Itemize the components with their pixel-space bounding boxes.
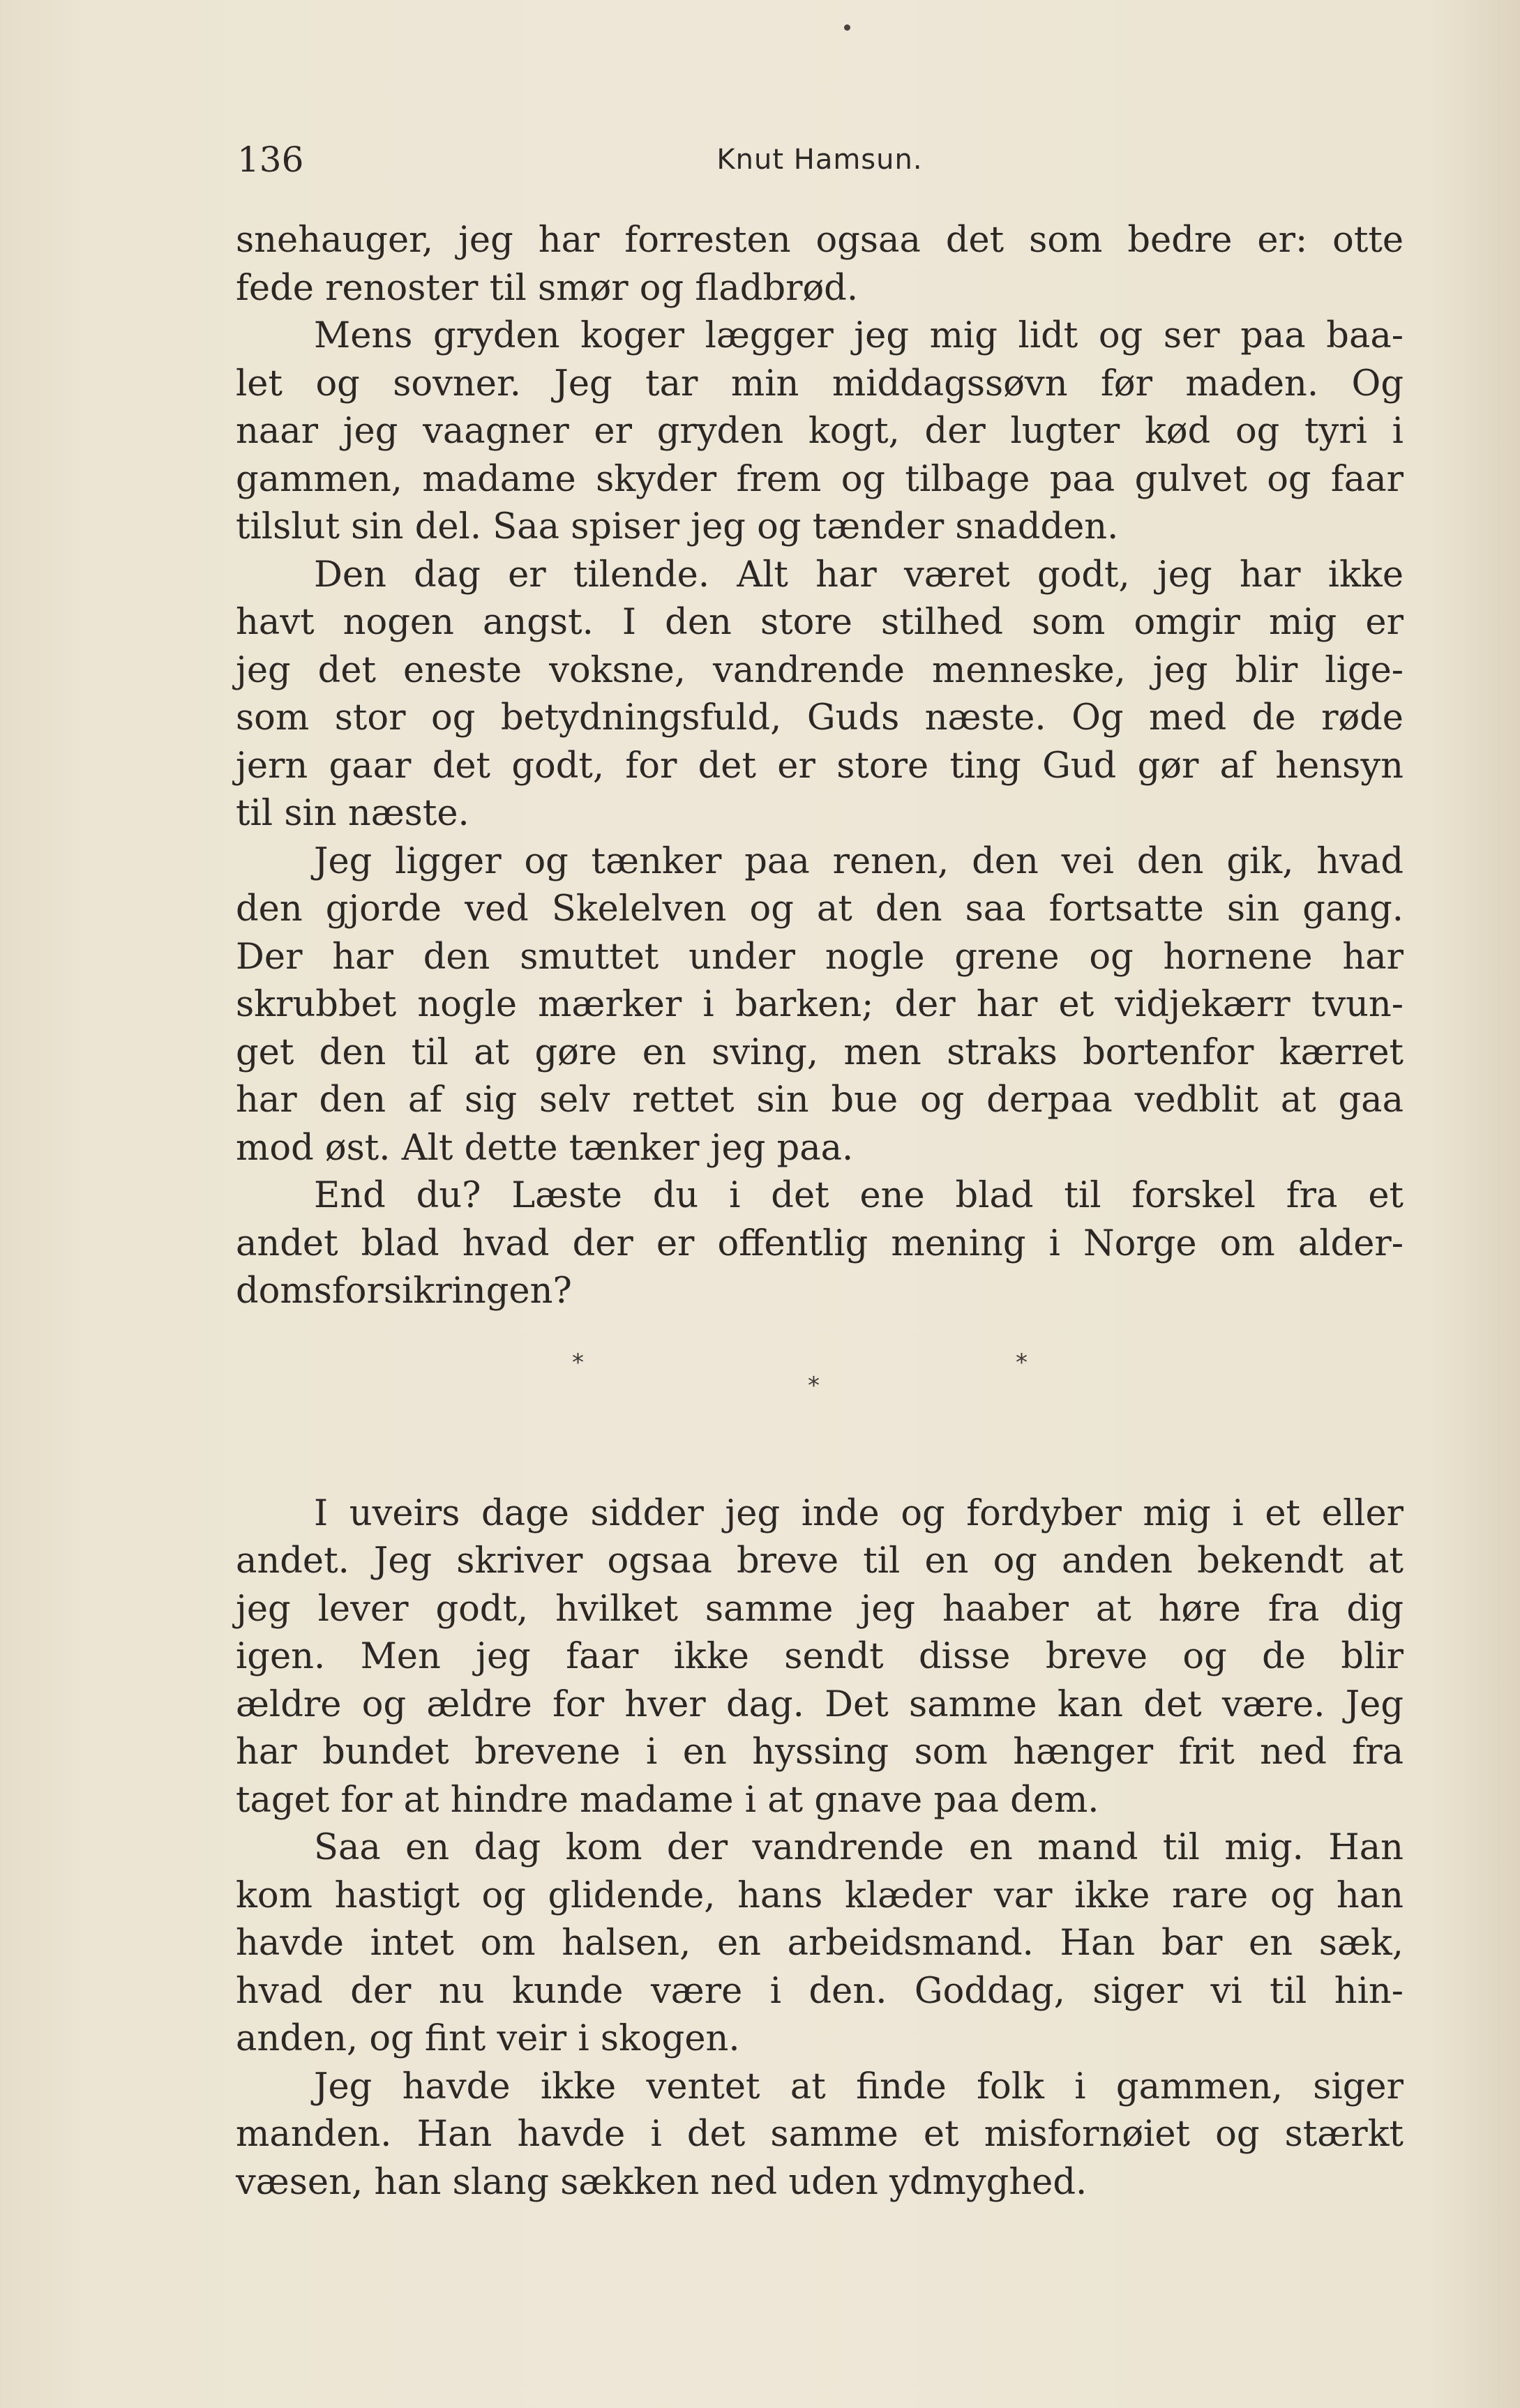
text-line: andet blad hvad der er offentlig mening i Norge om alder- — [236, 1222, 1404, 1264]
asterism-star: * — [572, 1348, 584, 1377]
text-line: mod øst. Alt dette tænker jeg paa. — [236, 1127, 854, 1169]
text-line: har bundet brevene i en hyssing som hænger frit ned fra — [236, 1732, 1404, 1773]
text-line: snehauger, jeg har forresten ogsaa det som bedre er: otte — [236, 220, 1404, 261]
text-line: Jeg ligger og tænker paa renen, den vei den gik, hvad — [314, 840, 1404, 882]
text-line: tilslut sin del. Saa spiser jeg og tænder snadden. — [236, 506, 1119, 547]
text-line: Der har den smuttet under nogle grene og hornene har — [236, 936, 1404, 978]
text-line: taget for at hindre madame i at gnave paa dem. — [236, 1779, 1099, 1821]
text-line: havt nogen angst. I den store stilhed som omgir mig er — [236, 602, 1404, 643]
text-line: I uveirs dage sidder jeg inde og fordyber mig i et eller — [314, 1492, 1404, 1534]
text-line: skrubbet nogle mærker i barken; der har et vidjekærr tvun- — [236, 984, 1404, 1025]
text-line: hvad der nu kunde være i den. Goddag, siger vi til hin- — [236, 1970, 1404, 2012]
text-line: andet. Jeg skriver ogsaa breve til en og anden bekendt at — [236, 1540, 1404, 1582]
text-line: kom hastigt og glidende, hans klæder var ikke rare og han — [236, 1875, 1404, 1916]
text-line: har den af sig selv rettet sin bue og derpaa vedblit at gaa — [236, 1080, 1404, 1121]
section-separator — [236, 1316, 1404, 1490]
text-line: fede renoster til smør og fladbrød. — [236, 267, 859, 309]
text-line: havde intet om halsen, en arbeidsmand. Han bar en sæk, — [236, 1923, 1404, 1964]
text-line: Den dag er tilende. Alt har været godt, jeg har ikke — [314, 554, 1404, 596]
text-line: End du? Læste du i det ene blad til forskel fra et — [314, 1175, 1404, 1216]
text-line: get den til at gøre en sving, men straks bortenfor kærret — [236, 1031, 1404, 1073]
text-line: Saa en dag kom der vandrende en mand til mig. Han — [314, 1827, 1404, 1868]
text-line: domsforsikringen? — [236, 1271, 572, 1312]
text-line: igen. Men jeg faar ikke sendt disse breve og de blir — [236, 1636, 1404, 1677]
text-line: let og sovner. Jeg tar min middagssøvn før maden. Og — [236, 363, 1404, 404]
text-line: jeg lever godt, hvilket samme jeg haaber at høre fra dig — [236, 1588, 1404, 1630]
text-line: gammen, madame skyder frem og tilbage paa gulvet og faar — [236, 458, 1404, 500]
text-line: naar jeg vaagner er gryden kogt, der lugter kød og tyri i — [236, 411, 1404, 452]
asterism-star: * — [1016, 1348, 1028, 1377]
asterism-star: * — [808, 1371, 820, 1400]
text-line: manden. Han havde i det samme et misfornøiet og stærkt — [236, 2114, 1404, 2155]
text-line: jern gaar det godt, for det er store ting Gud gør af hensyn — [236, 745, 1404, 787]
text-line: Mens gryden koger lægger jeg mig lidt og ser paa baa- — [314, 315, 1404, 356]
text-line: væsen, han slang sækken ned uden ydmyghed. — [236, 2161, 1088, 2203]
ink-speck — [844, 24, 850, 31]
text-line: anden, og fint veir i skogen. — [236, 2018, 740, 2059]
text-line: jeg det eneste voksne, vandrende menneske, jeg blir lige- — [236, 649, 1404, 691]
text-line: som stor og betydningsfuld, Guds næste. Og med de røde — [236, 697, 1404, 739]
page-header — [237, 139, 1402, 188]
running-head: Knut Hamsun. — [716, 144, 923, 176]
text-line: ældre og ældre for hver dag. Det samme kan det være. Jeg — [236, 1683, 1404, 1725]
text-line: Jeg havde ikke ventet at finde folk i gammen, siger — [314, 2066, 1404, 2107]
text-line: den gjorde ved Skelelven og at den saa fortsatte sin gang. — [236, 888, 1404, 930]
body-text — [236, 217, 1404, 2206]
text-line: til sin næste. — [236, 793, 469, 834]
page-number: 136 — [237, 139, 304, 180]
